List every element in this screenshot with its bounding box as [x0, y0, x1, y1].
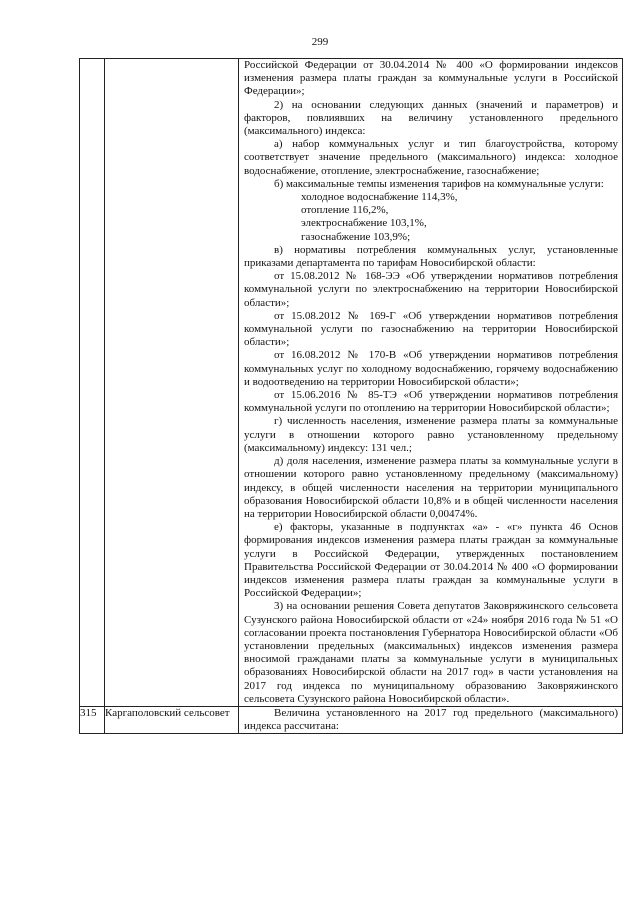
paragraph: газоснабжение 103,9%;	[301, 230, 411, 243]
row-number-cell	[80, 59, 105, 707]
description-text	[239, 707, 622, 733]
municipality-name-cell	[105, 59, 239, 707]
paragraph: е) факторы, указанные в подпунктах «а» - «г» пункта 46 Основ формирования индексов изменения размера платы граждан за коммунальные услуги в Российской Федерации, утвержденных постановлением Правительства Российской Федерации от 30.04.2014 № 400 «О формировании индексов изменения размера платы граждан за коммунальные услуги в Российской Федерации»;	[244, 521, 618, 600]
paragraph: б) максимальные темпы изменения тарифов на коммунальные услуги:	[274, 177, 604, 190]
paragraph: от 15.06.2016 № 85-ТЭ «Об утверждении нормативов потребления коммунальной услуги по отоплению на территории Новосибирской области»;	[244, 389, 618, 415]
description-cell	[239, 706, 623, 733]
paragraph: в) нормативы потребления коммунальных услуг, установленные приказами департамента по тарифам Новосибирской области:	[244, 243, 618, 270]
paragraph: а) набор коммунальных услуг и тип благоустройства, которому соответствует значение предельного (максимального) индекса: холодное водоснабжение, отопление, электроснабжение, газоснабжение;	[244, 138, 618, 177]
description-cell	[239, 59, 623, 707]
table-row	[80, 59, 623, 707]
paragraph: г) численность населения, изменение размера платы за коммунальные услуги в отношении которого равно установленному предельному (максимальному) индексу: 131 чел.;	[244, 415, 618, 454]
paragraph: Величина установленного на 2017 год предельного (максимального) индекса рассчитана:	[244, 706, 618, 733]
page-number: 299	[311, 36, 329, 48]
paragraph: д) доля населения, изменение размера платы за коммунальные услуги в отношении которого равно установленному предельному (максимальному) индексу, в общей численности населения на территории муниципального образования Новосибирской области 10,8% и в общей численности населения на территории Новосибирской области 0,00474%.	[244, 455, 618, 520]
paragraph: холодное водоснабжение 114,3%,	[301, 191, 458, 204]
paragraph: 2) на основании следующих данных (значений и параметров) и факторов, повлиявших на величину установленного предельного (максимального) индекса:	[244, 98, 618, 138]
row-number-cell: 315	[80, 706, 105, 733]
paragraph: Российской Федерации от 30.04.2014 № 400 «О формировании индексов изменения размера платы граждан за коммунальные услуги в Российской Федерации»;	[244, 59, 618, 98]
municipality-name-cell: Каргаполовский сельсовет	[105, 706, 239, 733]
paragraph: от 16.08.2012 № 170-В «Об утверждении нормативов потребления коммунальных услуг по холодному водоснабжению, горячему водоснабжению и водоотведению на территории Новосибирской области»;	[244, 349, 618, 388]
paragraph: от 15.08.2012 № 168-ЭЭ «Об утверждении нормативов потребления коммунальной услуги по электроснабжению на территории Новосибирской области»;	[244, 270, 618, 309]
description-text	[239, 59, 622, 706]
paragraph: 3) на основании решения Совета депутатов Заковряжинского сельсовета Сузунского района Новосибирской области от «24» ноября 2016 года № 51 «О согласовании проекта постановления Губернатора Новосибирской области «Об установлении предельных (максимальных) индексов изменения размера вносимой гражданами платы за коммунальные услуги в муниципальных образованиях Новосибирской области на 2017 год» в части установления на 2017 год индекса по муниципальному образованию Заковряжинского сельсовета Сузунского района Новосибирской области».	[244, 600, 618, 705]
table-row	[80, 706, 623, 733]
paragraph: отопление 116,2%,	[301, 204, 389, 217]
paragraph: электроснабжение 103,1%,	[301, 217, 427, 230]
document-table	[79, 58, 623, 734]
paragraph: от 15.08.2012 № 169-Г «Об утверждении нормативов потребления коммунальной услуги по газоснабжению на территории Новосибирской области»;	[244, 309, 618, 349]
